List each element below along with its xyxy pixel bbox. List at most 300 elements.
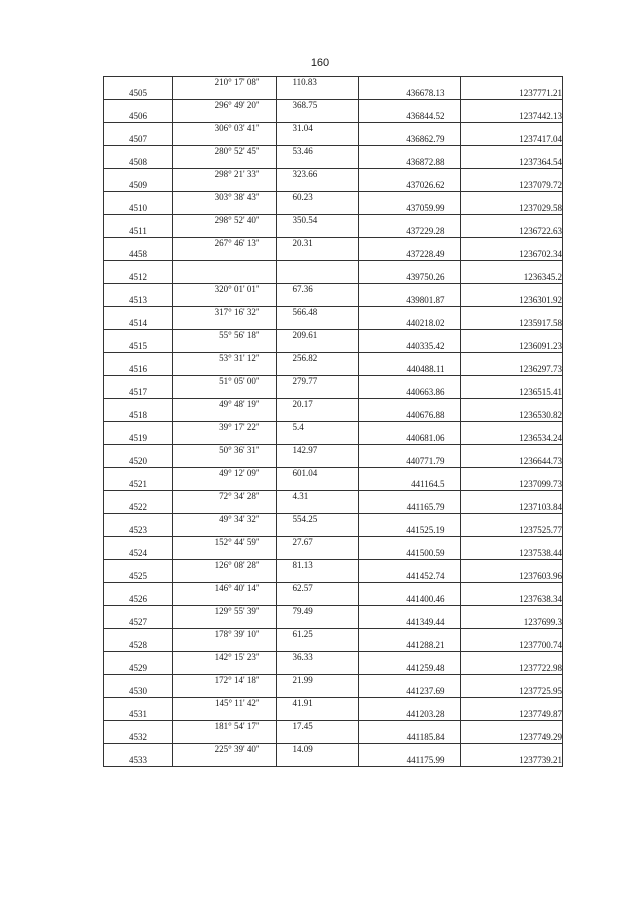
table-row: [104, 100, 563, 112]
east-coordinate-cell: [461, 180, 563, 192]
distance-cell: [277, 652, 359, 664]
point-id-cell: [104, 744, 173, 756]
east-coordinate-cell: [461, 157, 563, 169]
distance-cell-text: 4.31: [292, 491, 309, 501]
point-id-cell-text: 4511: [129, 226, 147, 236]
distance-cell-text: 20.31: [292, 238, 313, 248]
distance-cell: [277, 387, 359, 399]
point-id-cell-text: 4505: [129, 88, 147, 98]
table-row: [104, 594, 563, 606]
table-row: [104, 123, 563, 135]
table-row: [104, 606, 563, 618]
point-id-cell: [104, 100, 173, 112]
north-coordinate-cell: [359, 445, 461, 457]
point-id-cell: [104, 203, 173, 215]
point-id-cell: [104, 226, 173, 238]
point-id-cell-text: 4510: [129, 203, 147, 213]
distance-cell: [277, 157, 359, 169]
bearing-cell-text: 49° 48' 19": [219, 399, 260, 409]
north-coordinate-cell-text: 436872.88: [406, 157, 445, 167]
bearing-cell-text: 72° 34' 28": [219, 491, 260, 501]
point-id-cell: [104, 548, 173, 560]
table-row: [104, 686, 563, 698]
bearing-cell: [173, 652, 277, 664]
north-coordinate-cell: [359, 468, 461, 480]
east-coordinate-cell-text: 1237739.21: [519, 755, 562, 765]
point-id-cell: [104, 560, 173, 572]
distance-cell: [277, 180, 359, 192]
table-row: [104, 721, 563, 733]
east-coordinate-cell: [461, 721, 563, 733]
distance-cell: [277, 433, 359, 445]
bearing-cell: [173, 353, 277, 365]
bearing-cell-text: 126° 08' 28": [214, 560, 260, 570]
bearing-cell: [173, 755, 277, 767]
north-coordinate-cell-text: 437059.99: [406, 203, 445, 213]
distance-cell-text: 53.46: [292, 146, 313, 156]
east-coordinate-cell: [461, 479, 563, 491]
north-coordinate-cell: [359, 537, 461, 549]
bearing-cell: [173, 502, 277, 514]
point-id-cell: [104, 422, 173, 434]
north-coordinate-cell-text: 441165.79: [406, 502, 445, 512]
east-coordinate-cell: [461, 583, 563, 595]
bearing-cell: [173, 249, 277, 261]
north-coordinate-cell: [359, 134, 461, 146]
bearing-cell-text: 145° 11' 42": [214, 698, 260, 708]
north-coordinate-cell: [359, 330, 461, 342]
distance-cell: [277, 744, 359, 756]
point-id-cell: [104, 157, 173, 169]
distance-cell: [277, 629, 359, 641]
distance-cell: [277, 215, 359, 227]
north-coordinate-cell: [359, 410, 461, 422]
east-coordinate-cell-text: 1237538.44: [519, 548, 562, 558]
table-row: [104, 226, 563, 238]
table-row: [104, 698, 563, 710]
point-id-cell: [104, 77, 173, 89]
distance-cell-text: 20.17: [292, 399, 313, 409]
table-row: [104, 134, 563, 146]
bearing-cell: [173, 629, 277, 641]
point-id-cell: [104, 364, 173, 376]
distance-cell-text: 554.25: [292, 514, 318, 524]
point-id-cell: [104, 272, 173, 284]
point-id-cell: [104, 675, 173, 687]
north-coordinate-cell: [359, 755, 461, 767]
distance-cell: [277, 330, 359, 342]
bearing-cell: [173, 215, 277, 227]
east-coordinate-cell: [461, 732, 563, 744]
distance-cell-text: 36.33: [292, 652, 313, 662]
point-id-cell: [104, 134, 173, 146]
distance-cell: [277, 548, 359, 560]
bearing-cell: [173, 548, 277, 560]
east-coordinate-cell: [461, 169, 563, 181]
distance-cell: [277, 491, 359, 503]
east-coordinate-cell-text: 1236722.63: [519, 226, 562, 236]
north-coordinate-cell: [359, 606, 461, 618]
north-coordinate-cell: [359, 376, 461, 388]
east-coordinate-cell: [461, 514, 563, 526]
north-coordinate-cell-text: 437228.49: [406, 249, 445, 259]
point-id-cell: [104, 249, 173, 261]
bearing-cell: [173, 433, 277, 445]
table-row: [104, 88, 563, 100]
table-row: [104, 640, 563, 652]
bearing-cell-text: 39° 17' 22": [219, 422, 260, 432]
distance-cell: [277, 445, 359, 457]
table-row: [104, 399, 563, 411]
north-coordinate-cell: [359, 640, 461, 652]
east-coordinate-cell: [461, 249, 563, 261]
table-row: [104, 525, 563, 537]
point-id-cell: [104, 502, 173, 514]
point-id-cell-text: 4531: [129, 709, 147, 719]
north-coordinate-cell: [359, 709, 461, 721]
point-id-cell: [104, 663, 173, 675]
east-coordinate-cell-text: 1236534.24: [519, 433, 562, 443]
point-id-cell: [104, 479, 173, 491]
point-id-cell: [104, 456, 173, 468]
bearing-cell: [173, 146, 277, 158]
distance-cell: [277, 456, 359, 468]
east-coordinate-cell: [461, 215, 563, 227]
point-id-cell: [104, 629, 173, 641]
bearing-cell: [173, 583, 277, 595]
east-coordinate-cell-text: 1236091.23: [519, 341, 562, 351]
point-id-cell-text: 4524: [129, 548, 147, 558]
bearing-cell: [173, 261, 277, 273]
distance-cell: [277, 364, 359, 376]
bearing-cell-text: 303° 38' 43": [214, 192, 260, 202]
north-coordinate-cell: [359, 744, 461, 756]
east-coordinate-cell: [461, 755, 563, 767]
table-row: [104, 652, 563, 664]
point-id-cell-text: 4532: [129, 732, 147, 742]
bearing-cell-text: 225° 39' 40": [214, 744, 260, 754]
bearing-cell: [173, 491, 277, 503]
bearing-cell: [173, 123, 277, 135]
bearing-cell: [173, 387, 277, 399]
point-id-cell: [104, 88, 173, 100]
distance-cell: [277, 594, 359, 606]
east-coordinate-cell: [461, 341, 563, 353]
bearing-cell-text: 298° 52' 40": [214, 215, 260, 225]
table-row: [104, 709, 563, 721]
north-coordinate-cell: [359, 341, 461, 353]
point-id-cell: [104, 525, 173, 537]
distance-cell: [277, 537, 359, 549]
distance-cell-text: 142.97: [292, 445, 318, 455]
distance-cell: [277, 318, 359, 330]
distance-cell-text: 566.48: [292, 307, 318, 317]
table-row: [104, 238, 563, 250]
bearing-cell: [173, 399, 277, 411]
distance-cell-text: 79.49: [292, 606, 313, 616]
bearing-cell-text: 49° 34' 32": [219, 514, 260, 524]
distance-cell: [277, 226, 359, 238]
east-coordinate-cell-text: 1237725.95: [519, 686, 562, 696]
east-coordinate-cell: [461, 548, 563, 560]
north-coordinate-cell-text: 440335.42: [406, 341, 445, 351]
point-id-cell: [104, 640, 173, 652]
distance-cell: [277, 514, 359, 526]
point-id-cell: [104, 698, 173, 710]
table-row: [104, 146, 563, 158]
east-coordinate-cell: [461, 640, 563, 652]
distance-cell-text: 62.57: [292, 583, 313, 593]
table-row: [104, 410, 563, 422]
north-coordinate-cell-text: 441288.21: [406, 640, 445, 650]
bearing-cell-text: 267° 46' 13": [214, 238, 260, 248]
table-row: [104, 445, 563, 457]
east-coordinate-cell-text: 1237700.74: [519, 640, 562, 650]
distance-cell-text: 81.13: [292, 560, 313, 570]
east-coordinate-cell-text: 1237417.04: [519, 134, 562, 144]
bearing-cell-text: 49° 12' 09": [219, 468, 260, 478]
distance-cell-text: 14.09: [292, 744, 313, 754]
table-row: [104, 387, 563, 399]
distance-cell: [277, 709, 359, 721]
north-coordinate-cell: [359, 123, 461, 135]
east-coordinate-cell: [461, 491, 563, 503]
bearing-cell: [173, 318, 277, 330]
table-row: [104, 341, 563, 353]
table-row: [104, 364, 563, 376]
table-row: [104, 77, 563, 89]
bearing-cell: [173, 226, 277, 238]
table-row: [104, 502, 563, 514]
bearing-cell-text: 280° 52' 45": [214, 146, 260, 156]
north-coordinate-cell-text: 441452.74: [406, 571, 445, 581]
point-id-cell-text: 4525: [129, 571, 147, 581]
north-coordinate-cell-text: 436678.13: [406, 88, 445, 98]
east-coordinate-cell: [461, 698, 563, 710]
point-id-cell: [104, 433, 173, 445]
distance-cell-text: 31.04: [292, 123, 313, 133]
bearing-cell-text: 152° 44' 59": [214, 537, 260, 547]
point-id-cell: [104, 652, 173, 664]
point-id-cell: [104, 721, 173, 733]
east-coordinate-cell-text: 1237099.73: [519, 479, 562, 489]
bearing-cell: [173, 468, 277, 480]
bearing-cell: [173, 663, 277, 675]
table-row: [104, 261, 563, 273]
bearing-cell-text: 129° 55' 39": [214, 606, 260, 616]
distance-cell: [277, 146, 359, 158]
north-coordinate-cell: [359, 548, 461, 560]
north-coordinate-cell-text: 436844.52: [406, 111, 445, 121]
table-row: [104, 284, 563, 296]
east-coordinate-cell: [461, 387, 563, 399]
point-id-cell: [104, 755, 173, 767]
north-coordinate-cell: [359, 146, 461, 158]
bearing-cell: [173, 456, 277, 468]
point-id-cell-text: 4520: [129, 456, 147, 466]
point-id-cell: [104, 606, 173, 618]
north-coordinate-cell: [359, 491, 461, 503]
north-coordinate-cell-text: 441203.28: [406, 709, 445, 719]
table-row: [104, 479, 563, 491]
east-coordinate-cell: [461, 456, 563, 468]
table-row: [104, 192, 563, 204]
distance-cell: [277, 307, 359, 319]
distance-cell-text: 323.66: [292, 169, 318, 179]
east-coordinate-cell: [461, 284, 563, 296]
distance-cell-text: 60.23: [292, 192, 313, 202]
point-id-cell: [104, 514, 173, 526]
north-coordinate-cell-text: 440676.88: [406, 410, 445, 420]
distance-cell-text: 279.77: [292, 376, 318, 386]
distance-cell: [277, 111, 359, 123]
bearing-cell: [173, 675, 277, 687]
north-coordinate-cell: [359, 215, 461, 227]
point-id-cell: [104, 353, 173, 365]
north-coordinate-cell: [359, 732, 461, 744]
distance-cell-text: 17.45: [292, 721, 313, 731]
distance-cell-text: 21.99: [292, 675, 313, 685]
table-row: [104, 491, 563, 503]
point-id-cell: [104, 341, 173, 353]
north-coordinate-cell-text: 441237.69: [406, 686, 445, 696]
east-coordinate-cell: [461, 468, 563, 480]
east-coordinate-cell-text: 1236297.73: [519, 364, 562, 374]
point-id-cell-text: 4522: [129, 502, 147, 512]
north-coordinate-cell: [359, 180, 461, 192]
bearing-cell: [173, 571, 277, 583]
north-coordinate-cell: [359, 387, 461, 399]
bearing-cell: [173, 284, 277, 296]
distance-cell: [277, 295, 359, 307]
east-coordinate-cell-text: 1237771.21: [519, 88, 562, 98]
east-coordinate-cell-text: 1236301.92: [519, 295, 562, 305]
bearing-cell: [173, 180, 277, 192]
distance-cell: [277, 560, 359, 572]
distance-cell: [277, 272, 359, 284]
point-id-cell-text: 4509: [129, 180, 147, 190]
distance-cell-text: 368.75: [292, 100, 318, 110]
east-coordinate-cell: [461, 663, 563, 675]
east-coordinate-cell: [461, 709, 563, 721]
north-coordinate-cell: [359, 721, 461, 733]
east-coordinate-cell: [461, 560, 563, 572]
bearing-cell: [173, 537, 277, 549]
north-coordinate-cell: [359, 77, 461, 89]
distance-cell: [277, 399, 359, 411]
distance-cell: [277, 376, 359, 388]
table-row: [104, 215, 563, 227]
bearing-cell: [173, 744, 277, 756]
bearing-cell: [173, 617, 277, 629]
east-coordinate-cell: [461, 502, 563, 514]
north-coordinate-cell: [359, 295, 461, 307]
bearing-cell-text: 178° 39' 10": [214, 629, 260, 639]
east-coordinate-cell: [461, 318, 563, 330]
table-row: [104, 663, 563, 675]
north-coordinate-cell: [359, 307, 461, 319]
east-coordinate-cell: [461, 652, 563, 664]
bearing-cell: [173, 238, 277, 250]
table-row: [104, 318, 563, 330]
bearing-cell: [173, 100, 277, 112]
coordinates-table-body: [104, 77, 563, 767]
north-coordinate-cell: [359, 169, 461, 181]
bearing-cell: [173, 445, 277, 457]
table-row: [104, 537, 563, 549]
point-id-cell-text: 4528: [129, 640, 147, 650]
north-coordinate-cell: [359, 675, 461, 687]
east-coordinate-cell: [461, 353, 563, 365]
bearing-cell-text: 55° 56' 18": [219, 330, 260, 340]
distance-cell: [277, 686, 359, 698]
distance-cell: [277, 502, 359, 514]
east-coordinate-cell-text: 1237364.54: [519, 157, 562, 167]
north-coordinate-cell: [359, 594, 461, 606]
bearing-cell-text: 50° 36' 31": [219, 445, 260, 455]
east-coordinate-cell-text: 1237749.87: [519, 709, 562, 719]
east-coordinate-cell: [461, 629, 563, 641]
north-coordinate-cell-text: 440681.06: [406, 433, 445, 443]
north-coordinate-cell-text: 440488.11: [406, 364, 445, 374]
bearing-cell: [173, 410, 277, 422]
bearing-cell: [173, 709, 277, 721]
east-coordinate-cell: [461, 422, 563, 434]
north-coordinate-cell: [359, 514, 461, 526]
north-coordinate-cell: [359, 686, 461, 698]
north-coordinate-cell: [359, 652, 461, 664]
north-coordinate-cell: [359, 238, 461, 250]
point-id-cell: [104, 445, 173, 457]
north-coordinate-cell: [359, 399, 461, 411]
point-id-cell-text: 4523: [129, 525, 147, 535]
distance-cell-text: 41.91: [292, 698, 313, 708]
distance-cell: [277, 732, 359, 744]
point-id-cell: [104, 111, 173, 123]
distance-cell: [277, 525, 359, 537]
point-id-cell: [104, 594, 173, 606]
east-coordinate-cell: [461, 594, 563, 606]
east-coordinate-cell: [461, 146, 563, 158]
east-coordinate-cell: [461, 192, 563, 204]
north-coordinate-cell: [359, 100, 461, 112]
bearing-cell: [173, 732, 277, 744]
distance-cell: [277, 123, 359, 135]
north-coordinate-cell-text: 436862.79: [406, 134, 445, 144]
point-id-cell: [104, 376, 173, 388]
bearing-cell: [173, 307, 277, 319]
north-coordinate-cell: [359, 629, 461, 641]
distance-cell: [277, 284, 359, 296]
north-coordinate-cell: [359, 226, 461, 238]
distance-cell: [277, 675, 359, 687]
point-id-cell: [104, 468, 173, 480]
north-coordinate-cell-text: 440218.02: [406, 318, 445, 328]
point-id-cell-text: 4507: [129, 134, 147, 144]
north-coordinate-cell-text: 439801.87: [406, 295, 445, 305]
distance-cell-text: 601.04: [292, 468, 318, 478]
east-coordinate-cell-text: 1237638.34: [519, 594, 562, 604]
table-row: [104, 169, 563, 181]
bearing-cell: [173, 77, 277, 89]
east-coordinate-cell: [461, 571, 563, 583]
north-coordinate-cell-text: 437026.62: [406, 180, 445, 190]
east-coordinate-cell: [461, 134, 563, 146]
north-coordinate-cell: [359, 502, 461, 514]
point-id-cell-text: 4515: [129, 341, 147, 351]
table-row: [104, 422, 563, 434]
bearing-cell: [173, 157, 277, 169]
